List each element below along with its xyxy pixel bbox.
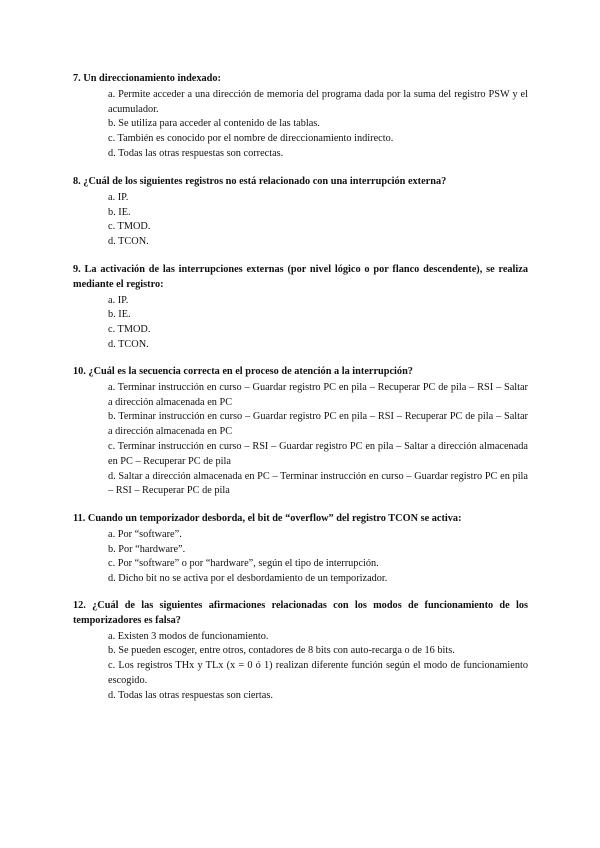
option-c: c. TMOD. — [108, 324, 151, 336]
question-12 — [73, 599, 528, 704]
option-a: a. Existen 3 modos de funcionamiento. — [108, 630, 269, 642]
option-d: d. Todas las otras respuestas son ciertas. — [108, 689, 273, 701]
option-c: c. Por “software” o por “hardware”, según el tipo de interrupción. — [108, 558, 379, 570]
question-title: 12. ¿Cuál de las siguientes afirmaciones relacionadas con los modos de funcionamiento de los temporizadores es falsa? — [73, 600, 528, 626]
option-a: a. IP. — [108, 294, 129, 306]
question-7 — [73, 72, 528, 162]
question-title: 9. La activación de las interrupciones externas (por nivel lógico o por flanco descendente), se realiza mediante el registro: — [73, 264, 528, 290]
option-b: b. IE. — [108, 309, 131, 321]
option-c: c. Terminar instrucción en curso – RSI – Guardar registro PC en pila – Saltar a dirección almacenada en PC – Recuperar PC de pila — [108, 440, 528, 467]
option-a: a. Por “software”. — [108, 528, 182, 540]
option-b: b. IE. — [108, 206, 131, 218]
option-d: d. Dicho bit no se activa por el desbordamiento de un temporizador. — [108, 573, 388, 585]
option-b: b. Se pueden escoger, entre otros, contadores de 8 bits con auto-recarga o de 16 bits. — [108, 645, 455, 657]
option-d: d. Saltar a dirección almacenada en PC – Terminar instrucción en curso – Guardar registro PC en pila – RSI – Recuperar PC de pila — [108, 470, 528, 497]
question-title: 10. ¿Cuál es la secuencia correcta en el proceso de atención a la interrupción? — [73, 366, 413, 377]
question-10 — [73, 365, 528, 499]
answer-options — [73, 381, 528, 499]
option-c: c. También es conocido por el nombre de direccionamiento indirecto. — [108, 133, 394, 145]
answer-options — [73, 294, 528, 353]
option-c: c. TMOD. — [108, 221, 151, 233]
option-b: b. Terminar instrucción en curso – Guardar registro PC en pila – RSI – Recuperar PC de pila – Saltar a dirección almacenada en PC — [108, 411, 528, 438]
question-8 — [73, 175, 528, 250]
answer-options — [73, 191, 528, 250]
option-d: d. TCON. — [108, 338, 149, 350]
question-11 — [73, 512, 528, 587]
option-c: c. Los registros THx y TLx (x = 0 ó 1) realizan diferente función según el modo de funcionamiento escogido. — [108, 660, 528, 686]
option-b: b. Se utiliza para acceder al contenido de las tablas. — [108, 118, 320, 130]
option-a: a. Permite acceder a una dirección de memoria del programa dada por la suma del registro PSW y el acumulador. — [108, 88, 528, 115]
answer-options — [73, 528, 528, 587]
option-a: a. Terminar instrucción en curso – Guardar registro PC en pila – Recuperar PC de pila – RSI – Saltar a dirección almacenada en PC — [108, 381, 528, 408]
option-d: d. TCON. — [108, 236, 149, 248]
option-d: d. Todas las otras respuestas son correctas. — [108, 147, 284, 159]
question-title: 8. ¿Cuál de los siguientes registros no está relacionado con una interrupción externa? — [73, 176, 447, 187]
question-title: 11. Cuando un temporizador desborda, el bit de “overflow” del registro TCON se activa: — [73, 513, 462, 524]
option-b: b. Por “hardware”. — [108, 543, 186, 555]
question-9 — [73, 263, 528, 353]
answer-options — [73, 88, 528, 162]
answer-options — [73, 630, 528, 704]
option-a: a. IP. — [108, 191, 129, 203]
question-title: 7. Un direccionamiento indexado: — [73, 73, 221, 84]
